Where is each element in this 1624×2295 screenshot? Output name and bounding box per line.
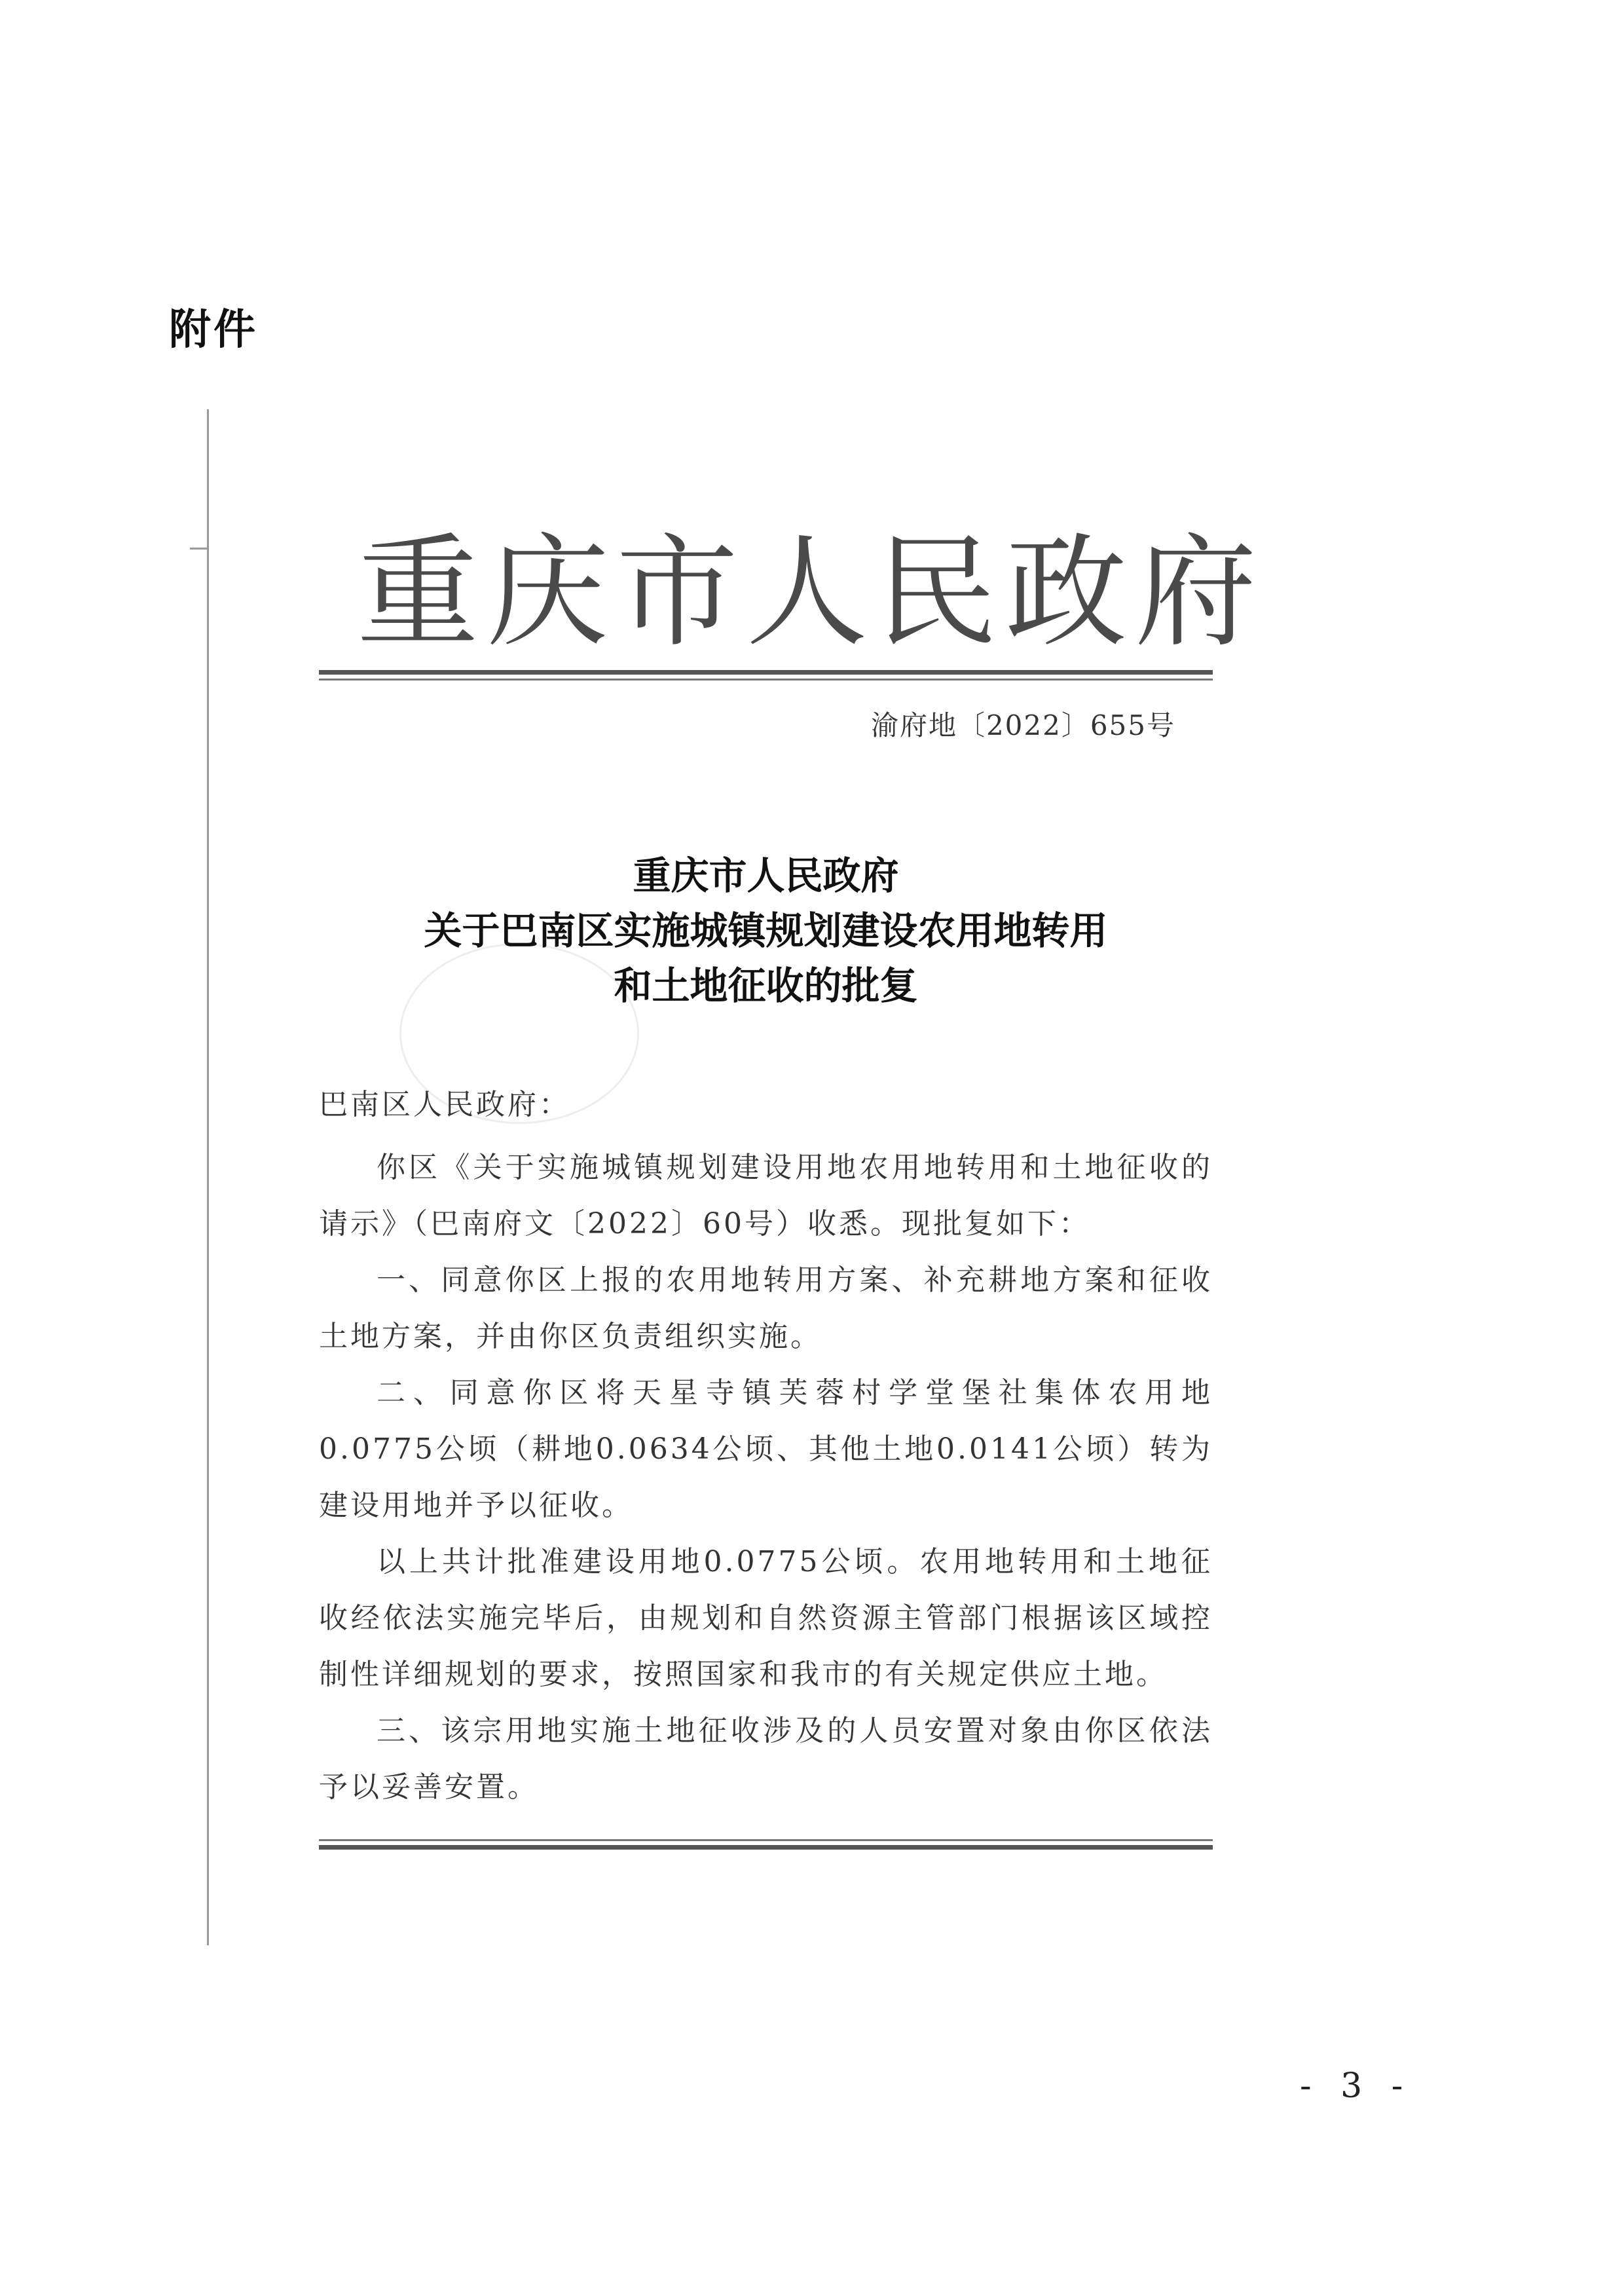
- page-number: - 3 -: [1300, 2066, 1412, 2106]
- title-line-2: 关于巴南区实施城镇规划建设农用地转用: [424, 908, 1108, 953]
- binding-margin-tick: [190, 548, 208, 550]
- header-rule: [319, 670, 1213, 681]
- salutation: 巴南区人民政府：: [319, 1088, 570, 1121]
- paragraph: 一、同意你区上报的农用地转用方案、补充耕地方案和征收土地方案，并由你区负责组织实施。: [319, 1263, 1213, 1353]
- body-text: [319, 1140, 1213, 1816]
- paragraph: 你区《关于实施城镇规划建设用地农用地转用和土地征收的请示》（巴南府文〔2022〕60号）收悉。现批复如下：: [319, 1151, 1213, 1241]
- document-number: 渝府地〔2022〕655号: [870, 709, 1175, 741]
- attachment-label: 附件: [169, 306, 258, 354]
- paragraph: 三、该宗用地实施土地征收涉及的人员安置对象由你区依法予以妥善安置。: [319, 1714, 1213, 1804]
- title-line-3: 和土地征收的批复: [614, 963, 918, 1008]
- paragraph: 二、同意你区将天星寺镇芙蓉村学堂堡社集体农用地0.0775公顷（耕地0.0634公顷、其他土地0.0141公顷）转为建设用地并予以征收。: [319, 1376, 1213, 1522]
- paragraph: 以上共计批准建设用地0.0775公顷。农用地转用和土地征收经依法实施完毕后，由规划和自然资源主管部门根据该区域控制性详细规划的要求，按照国家和我市的有关规定供应土地。: [319, 1545, 1213, 1691]
- title-line-1: 重庆市人民政府: [633, 853, 899, 898]
- document-title: [319, 848, 1213, 1013]
- binding-margin-line: [207, 409, 209, 1945]
- footer-rule: [319, 1839, 1213, 1850]
- issuer-header: 重庆市人民政府: [357, 521, 1265, 663]
